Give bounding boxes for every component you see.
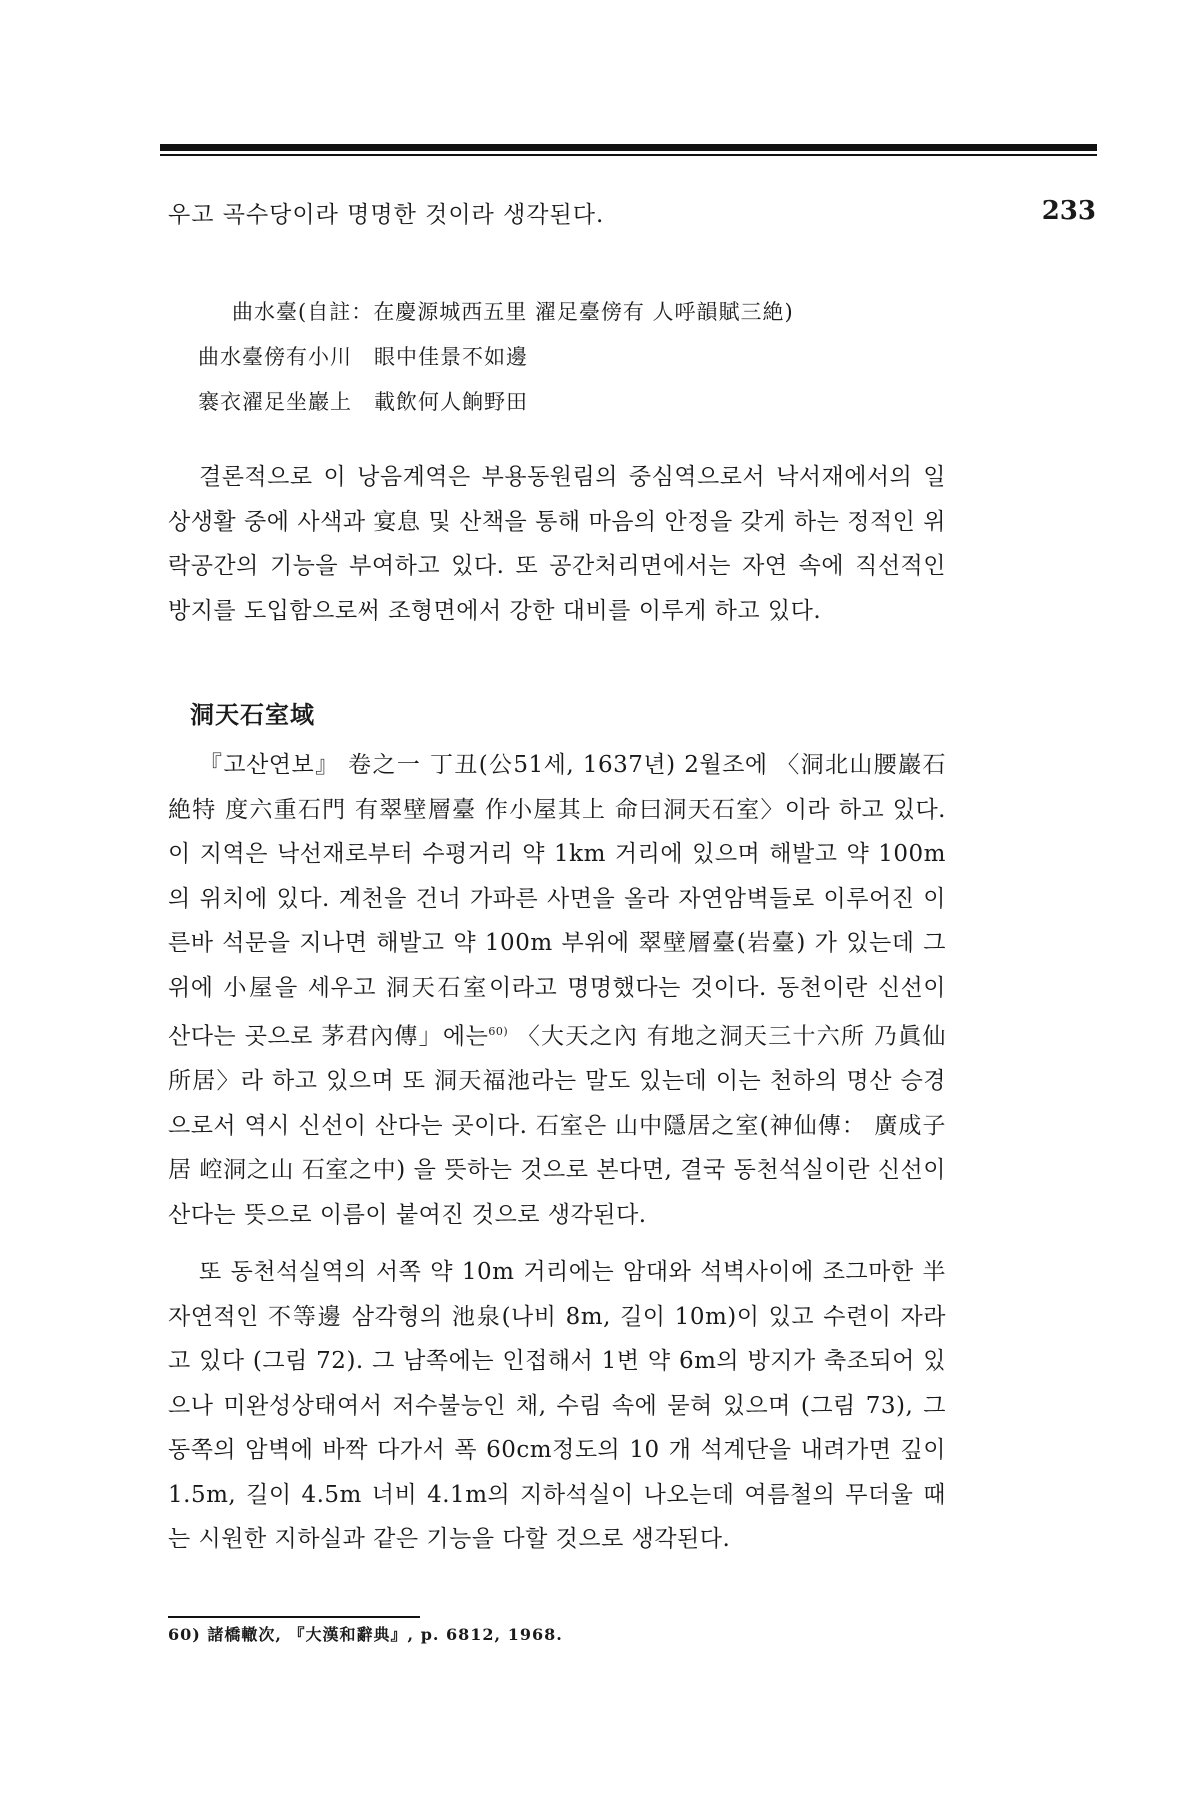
poem-block [198, 290, 794, 425]
footnote-rule [168, 1616, 420, 1618]
page-number: 233 [1041, 196, 1096, 226]
header-rule-thick [160, 144, 1097, 151]
footnote-reference: 60) [488, 1025, 509, 1038]
section-heading: 洞天石室域 [190, 700, 315, 729]
paragraph-west-area: 또 동천석실역의 서쪽 약 10m 거리에는 암대와 석벽사이에 조그마한 半자연적인 不等邊 삼각형의 池泉(나비 8m, 길이 10m)이 있고 수련이 자라고 있다 (그림 72). 그 남쪽에는 인접해서 1변 약 6m의 방지가 축조되어 있으나 미완성상태여서 저수불능인 채, 수림 속에 묻혀 있으며 (그림 73), 그 동쪽의 암벽에 바짝 다가서 폭 60cm정도의 10 개 석계단을 내려가면 깊이 1.5m, 길이 4.5m 너비 4.1m의 지하석실이 나오는데 여름철의 무더울 때는 시원한 지하실과 같은 기능을 다할 것으로 생각된다. [168, 1259, 946, 1552]
paragraph-text: 『고산연보』 卷之一 丁丑(公51세, 1637년) 2월조에 〈洞北山腰巖石絶特 度六重石門 有翠壁層臺 作小屋其上 命曰洞天石室〉이라 하고 있다. 이 지역은 낙선재로부터 수평거리 약 1km 거리에 있으며 해발고 약 100m의 위치에 있다. 계천을 건너 가파른 사면을 올라 자연암벽들로 이루어진 이른바 석문을 지나면 해발고 약 100m 부위에 翠壁層臺(岩臺) 가 있는데 그 위에 小屋을 세우고 洞天石室이라고 명명했다는 것이다. 동천이란 신선이 산다는 곳으로 茅君內傳」에는 [168, 752, 946, 1050]
header-rule-thin [160, 154, 1097, 156]
paragraph-conclusion: 결론적으로 이 낭음계역은 부용동원림의 중심역으로서 낙서재에서의 일상생활 중에 사색과 宴息 및 산책을 통해 마음의 안정을 갖게 하는 정적인 위락공간의 기능을 부여하고 있다. 또 공간처리면에서는 자연 속에 직선적인 방지를 도입함으로써 조형면에서 강한 대비를 이루게 하고 있다. [168, 464, 947, 624]
poem-line: 褰衣濯足坐巖上 載飲何人餉野田 [198, 390, 528, 414]
paragraph-text: 〈大天之內 有地之洞天三十六所 乃眞仙所居〉라 하고 있으며 또 洞天福池라는 말도 있는데 이는 천하의 명산 승경으로서 역시 신선이 산다는 곳이다. 石室은 山中隱居之室(神仙傳： 廣成子居 崆洞之山 石室之中) 을 뜻하는 것으로 본다면, 결국 동천석실이란 신선이 산다는 뜻으로 이름이 붙여진 것으로 생각된다. [168, 1023, 946, 1228]
poem-title-line: 曲水臺(自註：在慶源城西五里 濯足臺傍有 人呼韻賦三絶) [232, 300, 794, 324]
continued-text-line: 우고 곡수당이라 명명한 것이라 생각된다. [168, 202, 605, 228]
footnote: 60) 諸橋轍次, 『大漢和辭典』, p. 6812, 1968. [168, 1625, 563, 1644]
paragraph-dongcheon [168, 743, 946, 1237]
poem-line: 曲水臺傍有小川 眼中佳景不如邊 [198, 345, 528, 369]
